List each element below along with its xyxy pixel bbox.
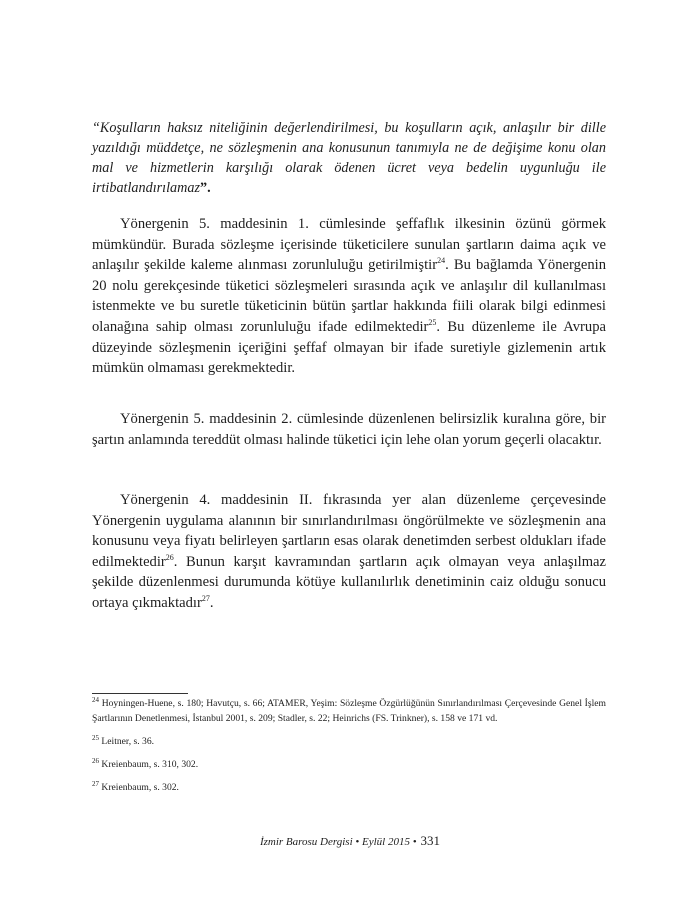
footnote-24 bbox=[92, 696, 606, 726]
paragraph-3-text-a: Yönergenin 4. maddesinin II. fıkrasında yer alan düzenleme çerçevesinde Yönergenin uygulama alanının bir sınırlandırılması öngörülmekte ve sözleşmenin ana konusunu veya fiyatı belirleyen şartların esas olarak denetimden serbest oldukları ifade edilmektedir bbox=[92, 492, 606, 570]
footnote-ref-27: 27 bbox=[201, 594, 210, 604]
footnote-25 bbox=[92, 734, 606, 749]
paragraph-3-text-c: . bbox=[209, 594, 214, 611]
paragraph-3 bbox=[92, 490, 606, 614]
page-body bbox=[92, 118, 606, 611]
paragraph-1-text-a: Yönergenin 5. maddesinin 1. cümlesinde şeffaflık ilkesinin özünü görmek mümkündür. Burada sözleşme içerisinde tüketicilere sunulan şartların daima açık ve anlaşılır şekilde kaleme alınması zorunluluğu getirilmiştir bbox=[92, 216, 606, 274]
quote-close-mark: ”. bbox=[200, 180, 211, 196]
paragraph-1-text-c: . Bu düzenleme ile Avrupa düzeyinde sözleşmenin içeriğini şeffaf olmayan bir ifade suretiyle gizlemenin artık mümkün olmaması gerekmektedir. bbox=[92, 318, 606, 377]
footnotes bbox=[92, 696, 606, 795]
paragraph-1 bbox=[92, 214, 606, 379]
footnote-text: Kreienbaum, s. 310, 302. bbox=[101, 759, 199, 770]
footnote-number: 26 bbox=[92, 756, 99, 765]
footnote-ref-25: 25 bbox=[428, 318, 437, 328]
quote-open-mark: “ bbox=[92, 120, 100, 136]
page-number: 331 bbox=[420, 833, 441, 848]
footnote-text: Hoyningen-Huene, s. 180; Havutçu, s. 66; ATAMER, Yeşim: Sözleşme Özgürlüğünün Sınırlandırılması Çerçevesinde Genel İşlem Şartlarının Denetlenmesi, İstanbul 2001, s. 209; Stadler, s. 22; Heinrichs (FS. Trinkner), s. 158 ve 171 vd. bbox=[92, 698, 606, 724]
footnote-text: Leitner, s. 36. bbox=[101, 736, 155, 747]
footnote-text: Kreienbaum, s. 302. bbox=[101, 782, 179, 793]
page-footer bbox=[0, 833, 700, 849]
footnote-ref-26: 26 bbox=[165, 552, 174, 562]
footnote-number: 27 bbox=[92, 779, 99, 788]
paragraph-1-text-b: . Bu bağlamda Yönergenin 20 nolu gerekçesinde tüketici sözleşmeleri sırasında açık ve anlaşılır dil kullanılması istenmekte ve bu suretle tüketicinin bütün şartlar hakkında fiili olarak bilgi edinmesi olanağına sahip olması zorunluluğu ifade edilmektedir bbox=[92, 257, 606, 335]
footnote-ref-24: 24 bbox=[437, 256, 446, 266]
journal-info: İzmir Barosu Dergisi • Eylül 2015 • bbox=[259, 836, 417, 848]
paragraph-3-text-b: . Bunun karşıt kavramından şartların açık olmayan veya anlaşılmaz şekilde düzenlenmesi durumunda kötüye kullanılırlık denetiminin caiz olduğu sonucu ortaya çıkmaktadır bbox=[92, 553, 606, 611]
paragraph-2: Yönergenin 5. maddesinin 2. cümlesinde düzenlenen belirsizlik kuralına göre, bir şartın anlamında tereddüt olması halinde tüketici için lehe olan yorum geçerli olacaktır. bbox=[92, 411, 606, 448]
footnote-divider bbox=[92, 693, 188, 694]
footnote-number: 25 bbox=[92, 733, 99, 742]
footnote-26 bbox=[92, 757, 606, 772]
block-quote bbox=[92, 118, 606, 198]
footnote-27 bbox=[92, 780, 606, 795]
quote-text: Koşulların haksız niteliğinin değerlendirilmesi, bu koşulların açık, anlaşılır bir dille yazıldığı müddetçe, ne sözleşmenin ana konusunun tanımıyla ne de değişime konu olan mal ve hizmetlerin karşılığı olarak ödenen ücret veya bedelin uygunluğu ile irtibatlandırılamaz bbox=[92, 120, 606, 196]
footnote-number: 24 bbox=[92, 695, 99, 704]
